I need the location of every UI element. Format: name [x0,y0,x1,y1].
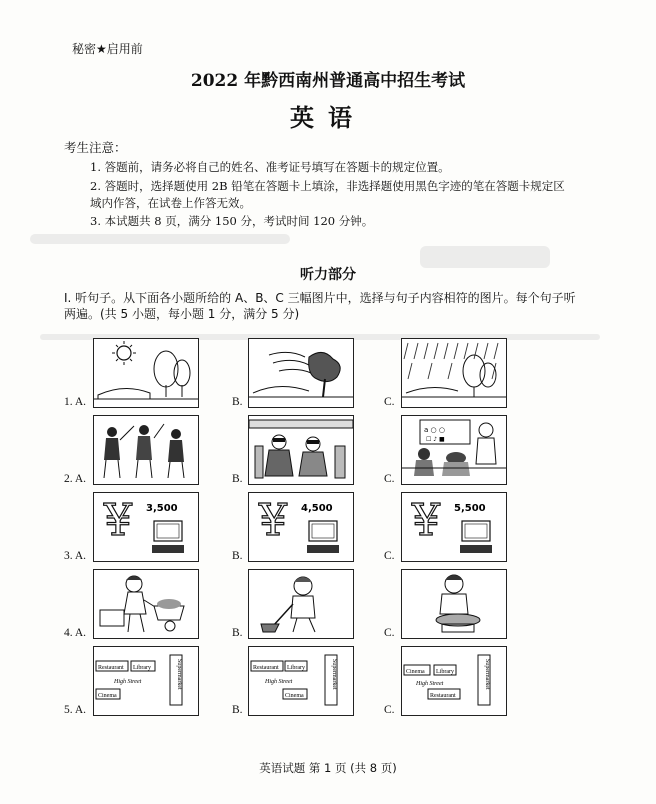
picture-5a-map [93,646,199,716]
map-high-street: High Street [265,679,293,685]
picture-3b-price [248,492,354,562]
price-value: 3,500 [146,503,178,514]
question-1-label: 1. A. [64,396,87,408]
picture-3c-price [401,492,507,562]
map-library: Library [133,665,151,671]
question-3-label: 3. A. [64,550,87,562]
question-5-c-label: C. [384,704,395,716]
picture-1c-rainy [401,338,507,408]
section-title: 听力部分 [300,267,356,283]
exam-title: 2022 年黔西南州普通高中招生考试 [190,71,466,91]
subject-title: 英语 [290,103,366,132]
map-restaurant: Restaurant [430,693,456,699]
map-cinema: Cinema [285,693,304,699]
map-supermarket: Supermarket [484,659,490,690]
yen-symbol: ¥ [104,495,132,546]
map-high-street: High Street [114,679,142,685]
map-supermarket: Supermarket [331,659,337,690]
picture-2b-cinema-audience [248,415,354,485]
map-cinema: Cinema [406,669,425,675]
confidential-mark: 秘密★启用前 [72,42,143,56]
question-1-b-label: B. [232,396,243,408]
picture-1a-sunny [93,338,199,408]
map-cinema: Cinema [98,693,117,699]
question-3-c-label: C. [384,550,395,562]
yen-symbol: ¥ [412,495,440,546]
map-restaurant: Restaurant [253,665,279,671]
picture-2a-orchestra [93,415,199,485]
picture-4c-washing [401,569,507,639]
svg-text:a ○ ○: a ○ ○ [424,426,445,434]
picture-4b-sweeping [248,569,354,639]
notice-item-1: 1. 答题前，请务必将自己的姓名、准考证号填写在答题卡的规定位置。 [90,160,450,174]
page-footer: 英语试题 第 1 页 (共 8 页) [259,761,397,775]
scan-smudge [30,234,290,244]
question-2-b-label: B. [232,473,243,485]
question-3-b-label: B. [232,550,243,562]
question-1-c-label: C. [384,396,395,408]
map-supermarket: Supermarket [176,659,182,690]
section-instruction: I. 听句子。从下面各小题所给的 A、B、C 三幅图片中，选择与句子内容相符的图片。每个句子听两遍。(共 5 小题，每小题 1 分，满分 5 分) [64,291,576,321]
price-value: 5,500 [454,503,486,514]
notice-item-3: 3. 本试题共 8 页，满分 150 分，考试时间 120 分钟。 [90,214,374,228]
notice-heading: 考生注意： [64,140,127,155]
picture-5b-map [248,646,354,716]
question-2-c-label: C. [384,473,395,485]
map-library: Library [287,665,305,671]
picture-3a-price [93,492,199,562]
picture-2c-classroom [401,415,507,485]
map-restaurant: Restaurant [98,665,124,671]
question-5-b-label: B. [232,704,243,716]
question-4-c-label: C. [384,627,395,639]
picture-5c-map [401,646,507,716]
question-5-label: 5. A. [64,704,87,716]
question-4-b-label: B. [232,627,243,639]
notice-item-2: 2. 答题时，选择题使用 2B 铅笔在答题卡上填涂，非选择题使用黑色字迹的笔在答题卡规定区域内作答，在试卷上作答无效。 [90,179,565,210]
svg-text:☐ ♪ ■: ☐ ♪ ■ [426,436,445,443]
yen-symbol: ¥ [259,495,287,546]
price-value: 4,500 [301,503,333,514]
map-high-street: High Street [416,681,444,687]
picture-4a-cart [93,569,199,639]
map-library: Library [436,669,454,675]
picture-1b-windy [248,338,354,408]
question-2-label: 2. A. [64,473,87,485]
question-4-label: 4. A. [64,627,87,639]
